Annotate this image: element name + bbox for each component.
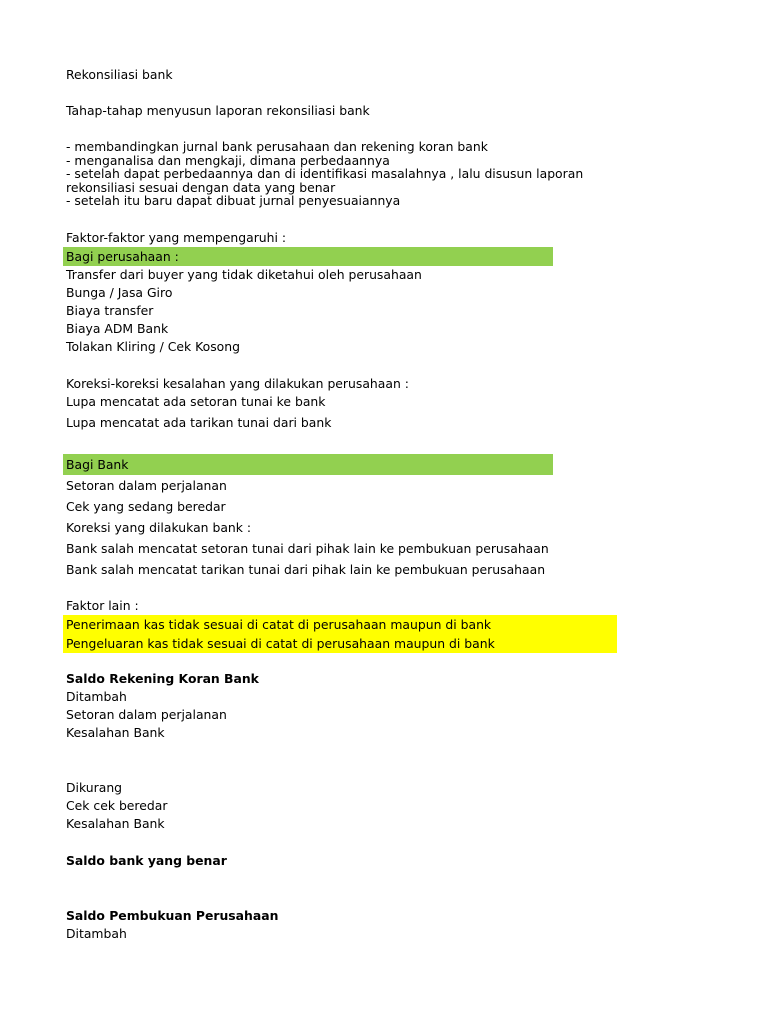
other-item: Pengeluaran kas tidak sesuai di catat di perusahaan maupun di bank: [66, 636, 495, 651]
company-correction: Lupa mencatat ada setoran tunai ke bank: [66, 394, 326, 409]
bank-statement-add-item: Setoran dalam perjalanan: [66, 707, 227, 722]
bank-corrections-heading: Koreksi yang dilakukan bank :: [66, 520, 252, 535]
company-item: Tolakan Kliring / Cek Kosong: [66, 339, 240, 354]
company-item: Biaya transfer: [66, 303, 154, 318]
other-item: Penerimaan kas tidak sesuai di catat di perusahaan maupun di bank: [66, 617, 492, 632]
company-books-add-label: Ditambah: [66, 926, 127, 941]
step-line-3: - setelah dapat perbedaannya dan di identifikasi masalahnya , lalu disusun laporan: [66, 166, 584, 181]
bank-heading-highlight: [63, 454, 553, 475]
step-line-5: - setelah itu baru dapat dibuat jurnal penyesuaiannya: [66, 193, 401, 208]
company-item: Bunga / Jasa Giro: [66, 285, 173, 300]
bank-statement-less-label: Dikurang: [66, 780, 123, 795]
bank-heading: Bagi Bank: [66, 457, 129, 472]
step-line-2: - menganalisa dan mengkaji, dimana perbedaannya: [66, 152, 390, 168]
document-title: Rekonsiliasi bank: [66, 67, 173, 82]
bank-item: Cek yang sedang beredar: [66, 499, 226, 514]
bank-correction: Bank salah mencatat tarikan tunai dari pihak lain ke pembukuan perusahaan: [66, 562, 546, 577]
steps-heading: Tahap-tahap menyusun laporan rekonsiliasi bank: [66, 103, 370, 118]
company-item: Transfer dari buyer yang tidak diketahui oleh perusahaan: [66, 267, 422, 282]
bank-statement-result: Saldo bank yang benar: [66, 853, 227, 868]
step-line-4: rekonsiliasi sesuai dengan data yang benar: [66, 179, 336, 195]
factors-heading: Faktor-faktor yang mempengaruhi :: [66, 230, 287, 245]
bank-statement-less-item: Kesalahan Bank: [66, 816, 165, 831]
bank-statement-add-label: Ditambah: [66, 689, 127, 704]
company-correction: Lupa mencatat ada tarikan tunai dari bank: [66, 415, 332, 430]
bank-statement-add-item: Kesalahan Bank: [66, 725, 165, 740]
other-heading: Faktor lain :: [66, 598, 139, 613]
bank-statement-heading: Saldo Rekening Koran Bank: [66, 671, 259, 686]
bank-statement-less-item: Cek cek beredar: [66, 798, 168, 813]
company-heading: Bagi perusahaan :: [66, 249, 179, 264]
company-corrections-heading: Koreksi-koreksi kesalahan yang dilakukan perusahaan :: [66, 376, 409, 391]
company-item: Biaya ADM Bank: [66, 321, 169, 336]
bank-correction: Bank salah mencatat setoran tunai dari pihak lain ke pembukuan perusahaan: [66, 541, 549, 556]
company-books-heading: Saldo Pembukuan Perusahaan: [66, 908, 279, 923]
step-line-1: - membandingkan jurnal bank perusahaan dan rekening koran bank: [66, 139, 488, 154]
bank-item: Setoran dalam perjalanan: [66, 478, 227, 493]
